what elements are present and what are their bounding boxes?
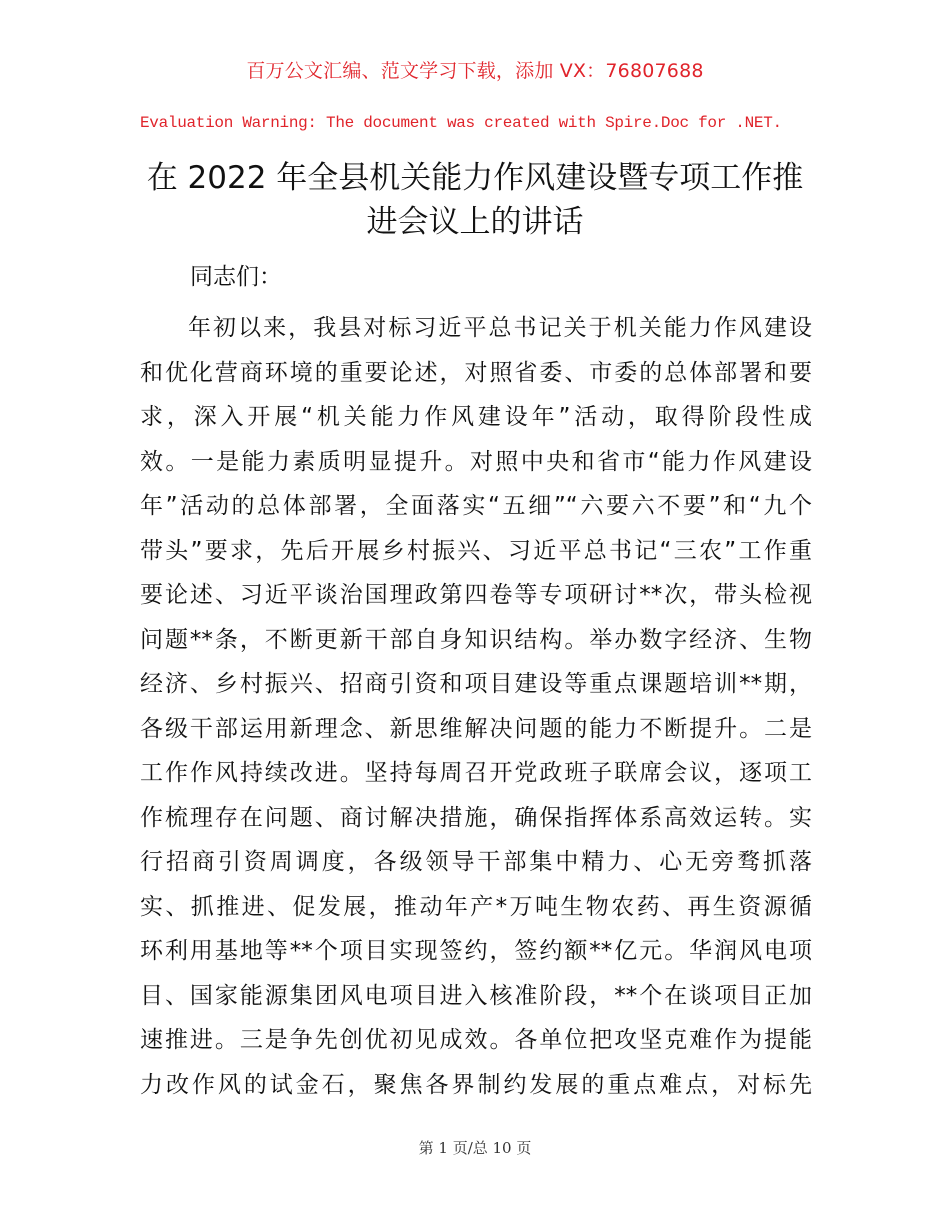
- body-line: 问题**条，不断更新干部自身知识结构。举办数字经济、生物: [140, 626, 812, 653]
- body-line: 实、抓推进、促发展，推动年产*万吨生物农药、再生资源循: [140, 893, 812, 920]
- promo-banner: 百万公文汇编、范文学习下载，添加 VX：76807688: [246, 60, 704, 82]
- document-title: [130, 156, 820, 244]
- body-line: 速推进。三是争先创优初见成效。各单位把攻坚克难作为提能: [140, 1027, 812, 1053]
- body-line: 要论述、习近平谈治国理政第四卷等专项研讨**次，带头检视: [140, 582, 812, 608]
- body-line: 带头”要求，先后开展乡村振兴、习近平总书记“三农”工作重: [140, 537, 812, 564]
- body-line: 效。一是能力素质明显提升。对照中央和省市“能力作风建设: [140, 448, 812, 475]
- title-line: 进会议上的讲话: [366, 204, 584, 240]
- body-line: 和优化营商环境的重要论述，对照省委、市委的总体部署和要: [140, 359, 812, 386]
- body-line: 目、国家能源集团风电项目进入核准阶段，**个在谈项目正加: [140, 982, 812, 1009]
- body-line: 年初以来，我县对标习近平总书记关于机关能力作风建设: [188, 315, 812, 341]
- evaluation-warning: Evaluation Warning: The document was created with Spire.Doc for .NET.: [140, 114, 782, 132]
- body-line: 行招商引资周调度，各级领导干部集中精力、心无旁骛抓落: [140, 849, 812, 875]
- body-line: 工作作风持续改进。坚持每周召开党政班子联席会议，逐项工: [140, 760, 812, 786]
- body-line: 年”活动的总体部署，全面落实“五细”“六要六不要”和“九个: [140, 493, 812, 519]
- title-line: 在 2022 年全县机关能力作风建设暨专项工作推: [146, 160, 804, 196]
- body-line: 环利用基地等**个项目实现签约，签约额**亿元。华润风电项: [140, 938, 812, 964]
- body-line: 求，深入开展“机关能力作风建设年”活动，取得阶段性成: [140, 404, 812, 430]
- body-paragraph: [140, 306, 812, 1107]
- body-line: 力改作风的试金石，聚焦各界制约发展的重点难点，对标先: [140, 1071, 812, 1098]
- salutation: 同志们：: [190, 264, 282, 290]
- body-line: 各级干部运用新理念、新思维解决问题的能力不断提升。二是: [140, 715, 812, 742]
- body-line: 作梳理存在问题、商讨解决措施，确保指挥体系高效运转。实: [140, 804, 812, 831]
- page-indicator: 第 1 页/总 10 页: [418, 1139, 532, 1157]
- body-line: 经济、乡村振兴、招商引资和项目建设等重点课题培训**期，: [140, 671, 812, 697]
